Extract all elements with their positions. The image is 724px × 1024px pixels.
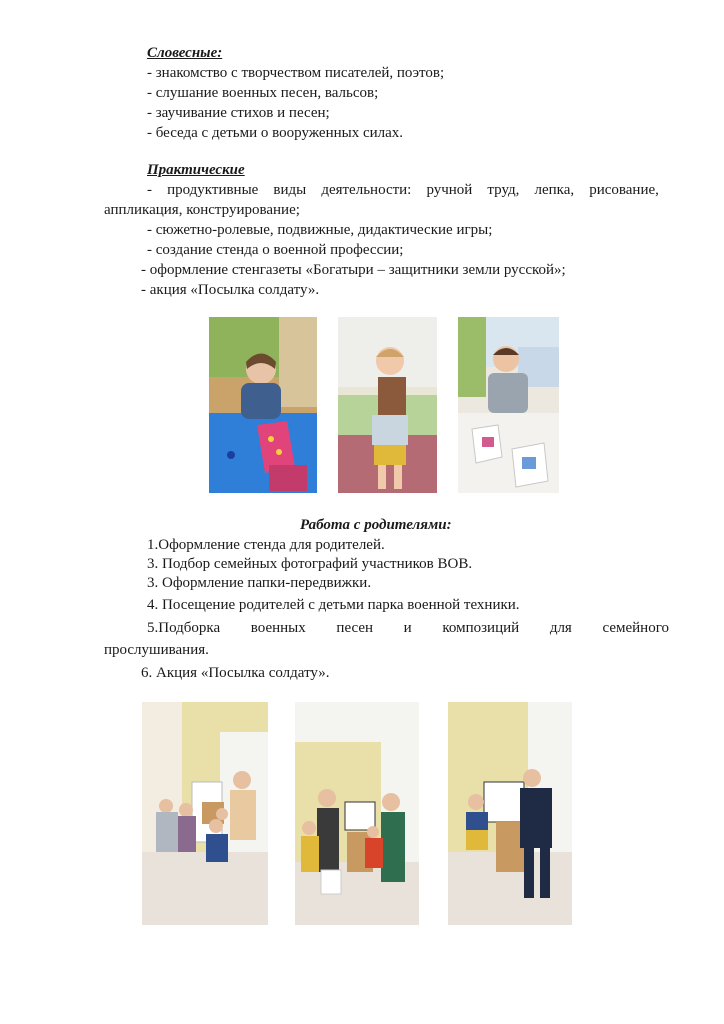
verbal-item: - знакомство с творчеством писателей, поэтов; [147, 65, 445, 81]
parents-item: 3. Оформление папки-передвижки. [147, 575, 372, 591]
verbal-item: - беседа с детьми о вооруженных силах. [147, 125, 404, 141]
parents-heading: Работа с родителями: [300, 517, 452, 533]
verbal-item: - слушание военных песен, вальсов; [147, 85, 379, 101]
practical-item: - оформление стенгазеты «Богатыри – защитники земли русской»; [141, 262, 566, 278]
word: рисование, [589, 182, 659, 198]
photo-child-applique [209, 317, 317, 493]
word: 5.Подборка [147, 620, 221, 636]
word: - [147, 182, 152, 198]
parents-item: 4. Посещение родителей с детьми парка военной техники. [147, 597, 520, 613]
practical-item: - создание стенда о военной профессии; [147, 242, 404, 258]
word: семейного [602, 620, 669, 636]
word: ручной [426, 182, 473, 198]
practical-item-productive [147, 181, 659, 199]
photo-child-at-table [458, 317, 559, 493]
word: виды [273, 182, 307, 198]
parents-item: 1.Оформление стенда для родителей. [147, 537, 385, 553]
word: композиций [442, 620, 520, 636]
parents-item-6: 6. Акция «Посылка солдату». [141, 665, 330, 681]
word: деятельности: [321, 182, 412, 198]
practical-item: - сюжетно-ролевые, подвижные, дидактические игры; [147, 222, 493, 238]
parents-item-5 [147, 619, 669, 637]
verbal-item: - заучивание стихов и песен; [147, 105, 330, 121]
photo-parcel-group-2 [295, 702, 419, 925]
word: продуктивные [167, 182, 259, 198]
photo-child-with-craft [338, 317, 437, 493]
word: лепка, [534, 182, 575, 198]
word: для [549, 620, 572, 636]
practical-heading: Практические [147, 162, 245, 178]
practical-item-productive-cont: аппликация, конструирование; [104, 202, 300, 218]
photo-parcel-group-1 [142, 702, 268, 925]
word: труд, [487, 182, 520, 198]
verbal-heading: Словесные: [147, 45, 223, 61]
practical-item: - акция «Посылка солдату». [141, 282, 320, 298]
word: песен [336, 620, 374, 636]
photo-parcel-group-3 [448, 702, 572, 925]
parents-item-5-cont: прослушивания. [104, 642, 209, 658]
parents-item: 3. Подбор семейных фотографий участников ВОВ. [147, 556, 473, 572]
word: и [403, 620, 412, 636]
word: военных [250, 620, 306, 636]
